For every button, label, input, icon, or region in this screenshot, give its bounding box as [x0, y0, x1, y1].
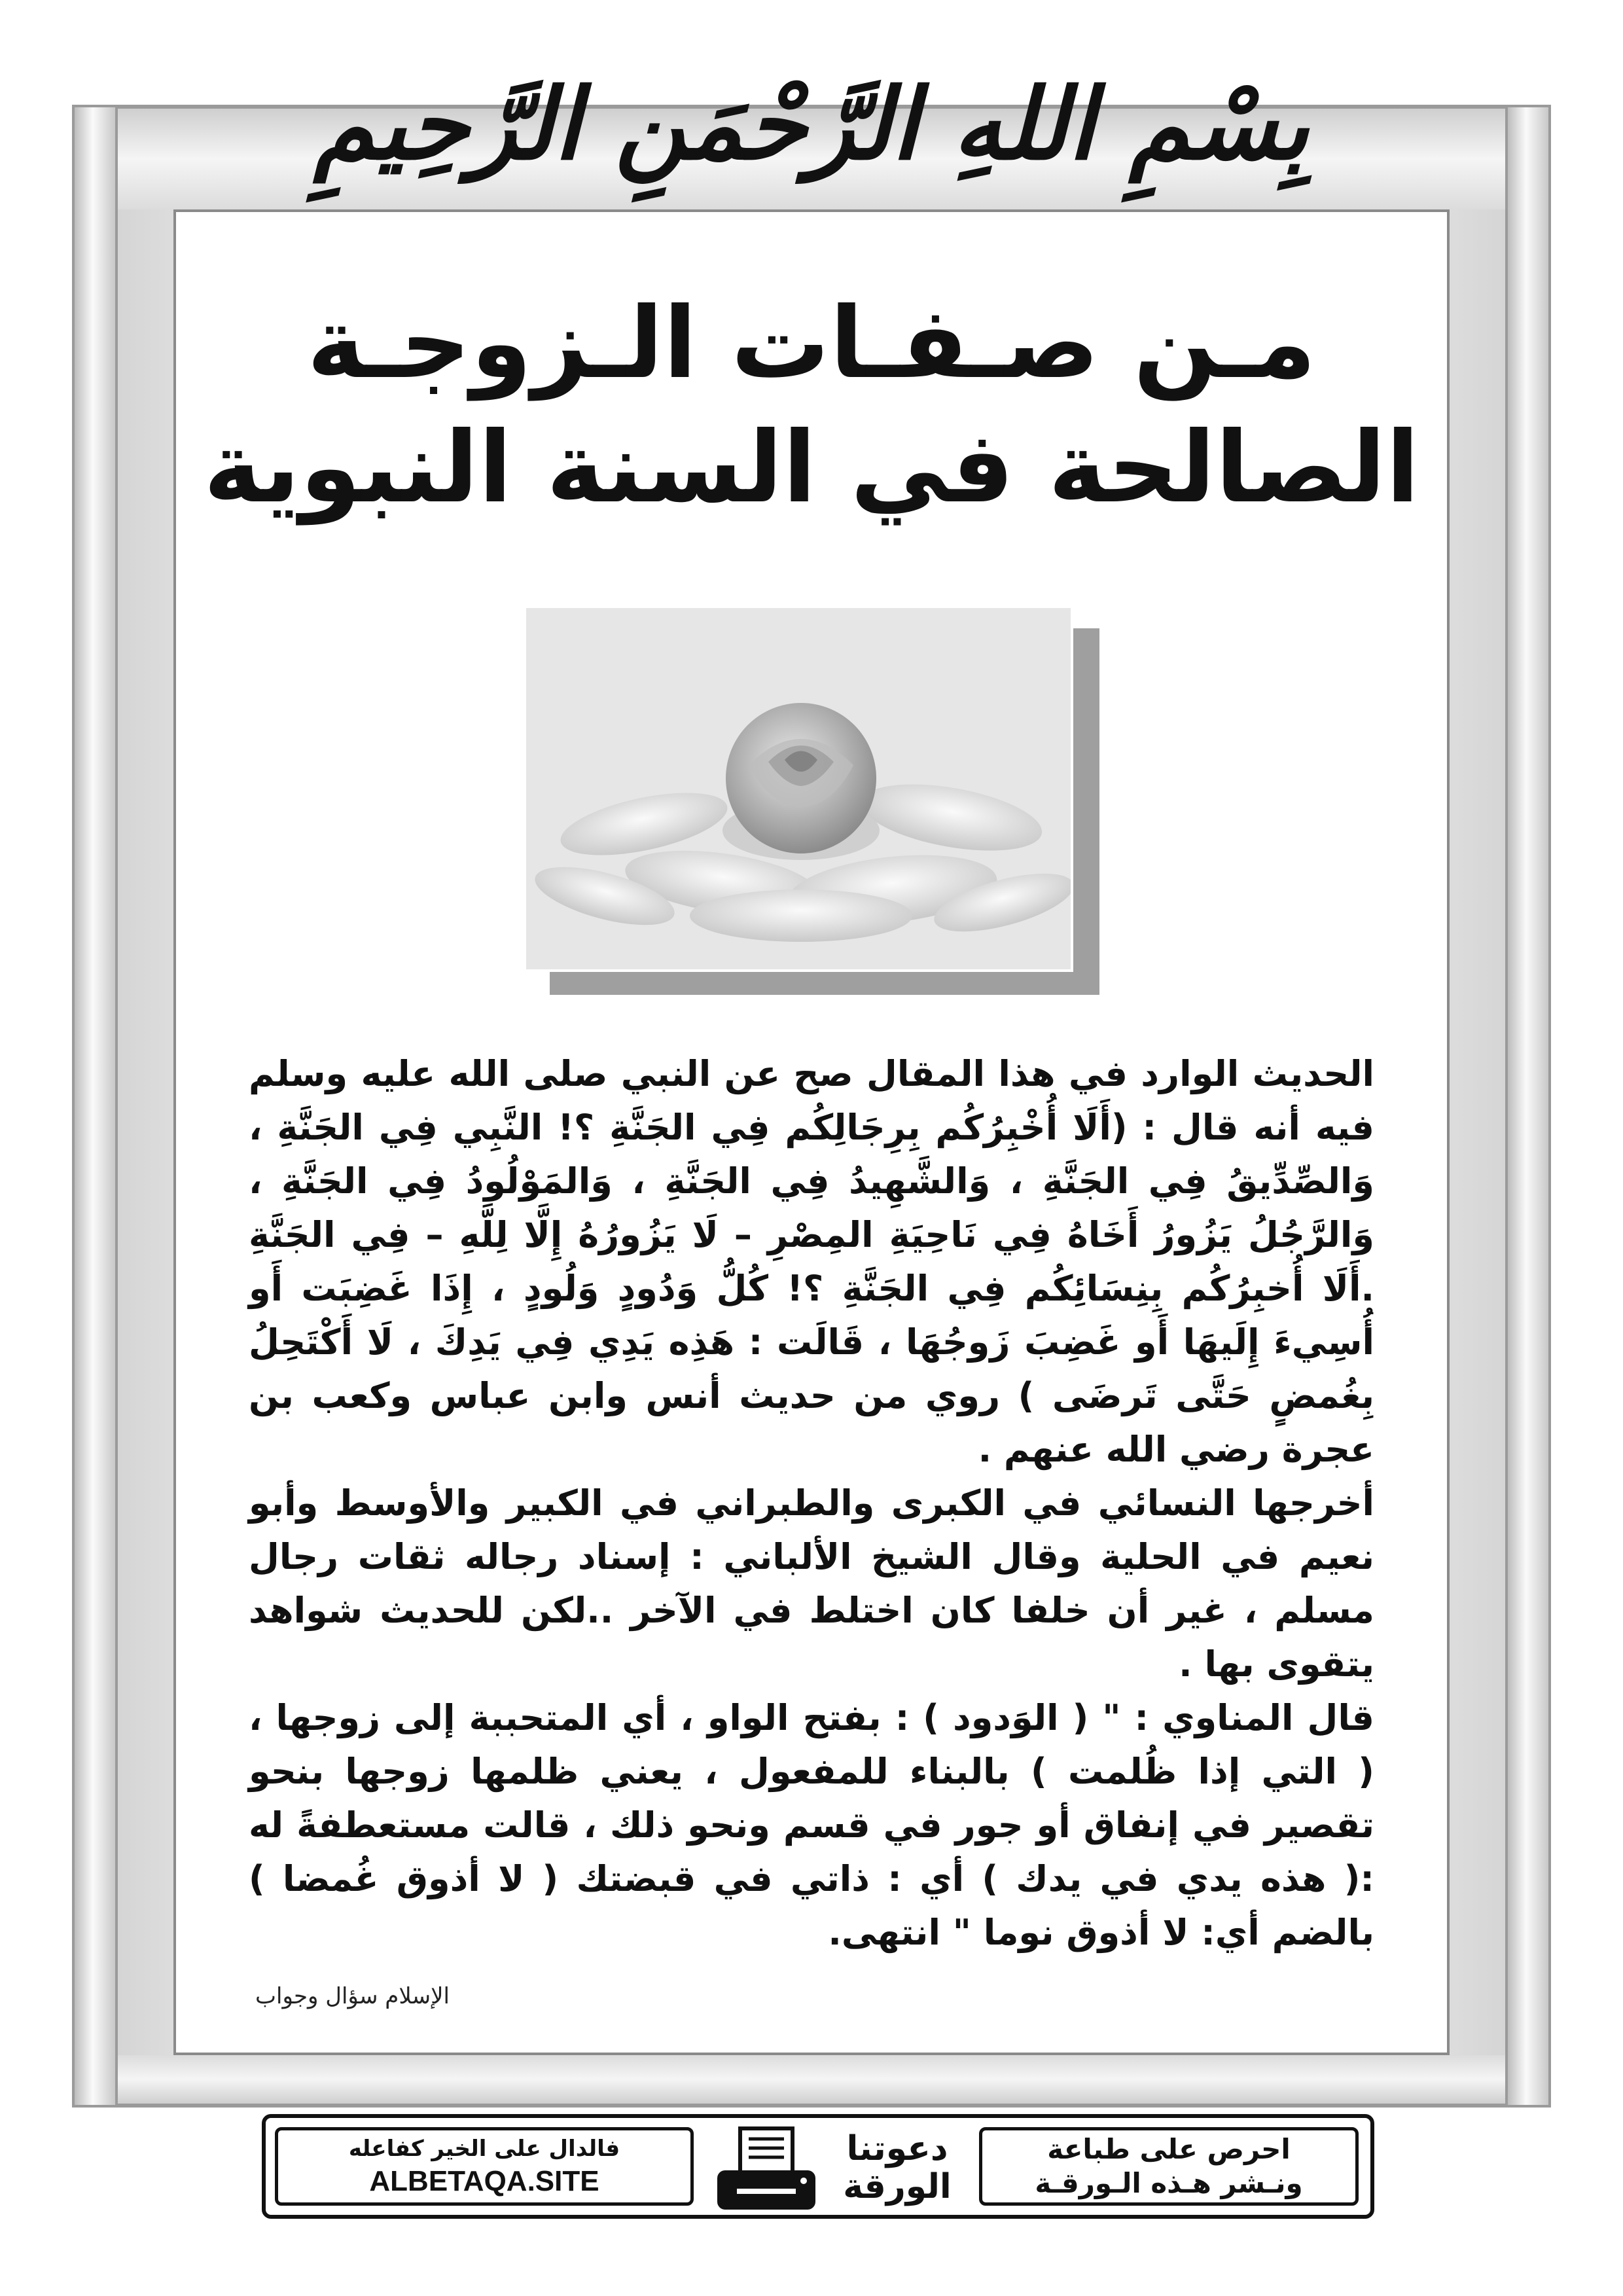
article-paragraph-2: أخرجها النسائي في الكبرى والطبراني في الكبير والأوسط وأبو نعيم في الحلية وقال الشيخ الألباني : إسناد رجاله ثقات رجال مسلم ، غير أن خلفا كان اختلط في الآخر ..لكن للحديث شواهد يتقوى بها . — [249, 1482, 1374, 1685]
basmala-text: بِسْمِ اللهِ الرَّحْمَنِ الرَّحِيمِ — [313, 67, 1310, 182]
article-source: الإسلام سؤال وجواب — [255, 1983, 450, 2009]
frame-bottom-bar — [72, 2055, 1551, 2108]
printer-icon — [711, 2125, 822, 2216]
footer-banner — [262, 2114, 1374, 2219]
page-title — [196, 281, 1427, 530]
title-line-1: مـن صـفـات الـزوجـة — [307, 287, 1316, 401]
footer-site-box — [275, 2127, 694, 2206]
print-reminder-line-1: احرص على طباعة — [1047, 2133, 1291, 2165]
basmala-calligraphy — [313, 26, 1310, 223]
footer-site-link[interactable]: ALBETAQA.SITE — [369, 2165, 599, 2197]
article-body — [249, 1047, 1374, 1960]
article-paragraph-1: الحديث الوارد في هذا المقال صح عن النبي صلى الله عليه وسلم فيه أنه قال : (أَلَا أُخْبِرُكُم بِرِجَالِكُم فِي الجَنَّةِ ؟! النَّبِي فِي الجَنَّةِ ، وَالصِّدِّيقُ فِي الجَنَّةِ ، وَالشَّهِيدُ فِي الجَنَّةِ ، وَالمَوْلُودُ فِي الجَنَّةِ ، وَالرَّجُلُ يَزُورُ أَخَاهُ فِي نَاحِيَةِ المِصْرِ – لَا يَزُورُهُ إِلَّا لِلَّهِ – فِي الجَنَّةِ .أَلَا أُخبِرُكُم بِنِسَائِكُم فِي الجَنَّةِ ؟! كُلُّ وَدُودٍ وَلُودٍ ، إِذَا غَضِبَت أَو أُسِيءَ إِلَيهَا أَو غَضِبَ زَوجُهَا ، قَالَت : هَذِه يَدِي فِي يَدِكَ ، لَا أَكْتَحِلُ بِغُمضٍ حَتَّى تَرضَى ) روي من حديث أنس وابن عباس وكعب بن عجرة رضي الله عنهم . — [249, 1053, 1374, 1470]
frame-left-post — [72, 105, 118, 2108]
rose-petals-illustration — [526, 608, 1071, 969]
logo-line-2: الورقة — [843, 2166, 952, 2206]
dawatuna-logo — [835, 2123, 959, 2212]
logo-line-1: دعوتنا — [846, 2128, 948, 2168]
footer-motto: فالدال على الخير كفاعله — [348, 2136, 620, 2162]
footer-print-reminder — [979, 2127, 1359, 2206]
frame-right-post — [1505, 105, 1551, 2108]
article-paragraph-3: قال المناوي : " ( الوَدود ) : بفتح الواو ، أي المتحببة إلى زوجها ، ( التي إذا ظُلمت ) بالبناء للمفعول ، يعني ظلمها زوجها بنحو تقصير في إنفاق أو جور في قسم ونحو ذلك ، قالت مستعطفةً له :( هذه يدي في يدك ) أي : ذاتي في قبضتك ( لا أذوق غُمضا ) بالضم أي: لا أذوق نوما " انتهى. — [249, 1697, 1374, 1953]
title-line-2: الصالحة في السنة النبوية — [203, 411, 1419, 525]
rose-photo — [524, 605, 1073, 972]
print-reminder-line-2: ونـشر هـذه الـورقـة — [1035, 2167, 1303, 2199]
